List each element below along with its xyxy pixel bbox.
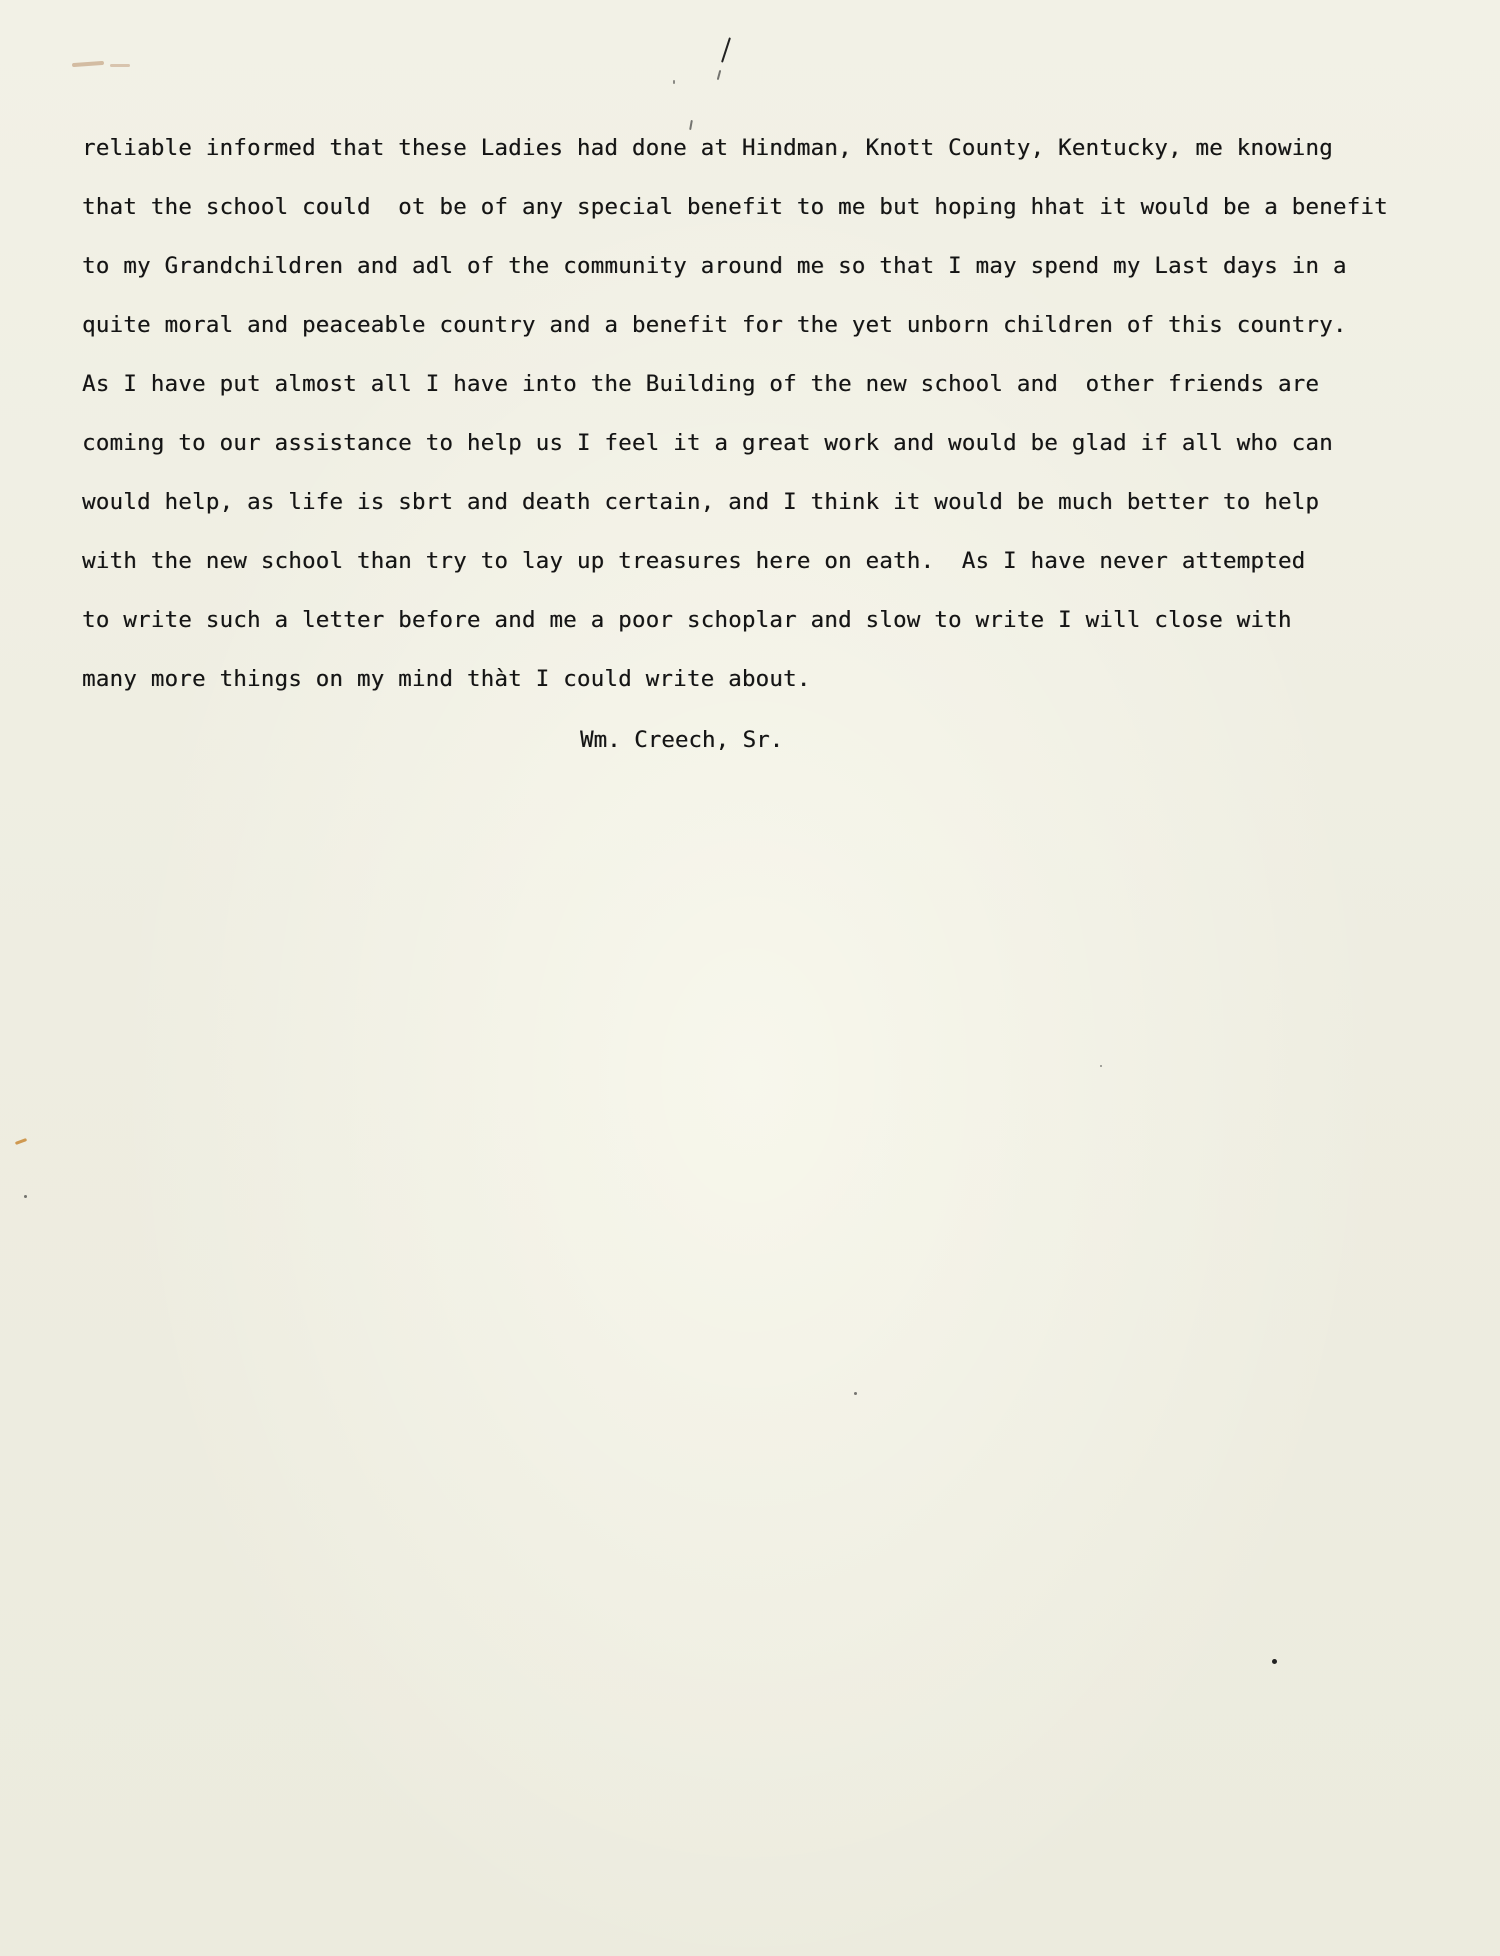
letter-line: reliable informed that these Ladies had done at Hindman, Knott County, Kentucky, me knowing <box>82 135 1333 161</box>
letter-line: many more things on my mind thàt I could write about. <box>82 666 811 692</box>
letter-line: that the school could ot be of any special benefit to me but hoping hhat it would be a benefit <box>82 194 1388 220</box>
pencil-mark <box>717 70 722 80</box>
ink-speck <box>854 1392 857 1395</box>
letter-line: would help, as life is sbrt and death certain, and I think it would be much better to help <box>82 489 1320 515</box>
signature: Wm. Creech, Sr. <box>580 727 784 753</box>
ink-speck <box>1272 1659 1277 1664</box>
ink-speck <box>1100 1065 1102 1067</box>
pencil-mark <box>721 37 731 62</box>
letter-line: quite moral and peaceable country and a benefit for the yet unborn children of this country. <box>82 312 1347 338</box>
letter-line: As I have put almost all I have into the Building of the new school and other friends are <box>82 371 1320 397</box>
paper-smudge <box>15 1138 27 1145</box>
ink-speck <box>24 1195 27 1198</box>
letter-line: to my Grandchildren and adl of the community around me so that I may spend my Last days in a <box>82 253 1347 279</box>
pencil-mark <box>673 80 675 84</box>
paper-smudge <box>72 61 104 67</box>
letter-body <box>82 128 1500 718</box>
paper-smudge <box>110 64 130 67</box>
letter-line: coming to our assistance to help us I feel it a great work and would be glad if all who can <box>82 430 1333 456</box>
letter-line: with the new school than try to lay up treasures here on eath. As I have never attempted <box>82 548 1306 574</box>
letter-line: to write such a letter before and me a poor schoplar and slow to write I will close with <box>82 607 1292 633</box>
